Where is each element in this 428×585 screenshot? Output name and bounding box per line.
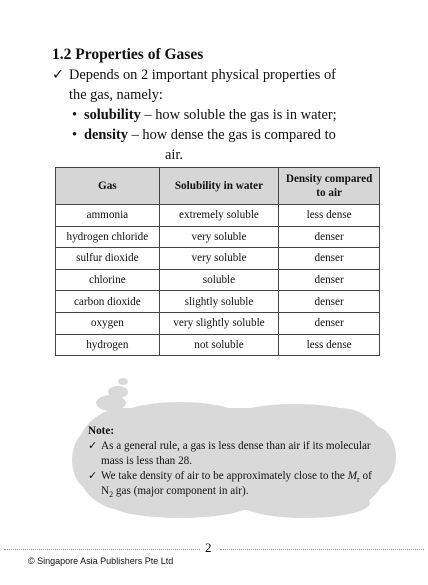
note-item-2-text-b: of N bbox=[101, 470, 372, 497]
copyright-notice: © Singapore Asia Publishers Pte Ltd bbox=[28, 556, 174, 566]
cell-gas: hydrogen chloride bbox=[56, 226, 160, 248]
check-icon: ✓ bbox=[88, 470, 98, 482]
cell-density: denser bbox=[279, 291, 380, 313]
cell-solubility: not soluble bbox=[159, 334, 279, 356]
table-row bbox=[56, 312, 380, 334]
note-item-2 bbox=[88, 469, 378, 499]
cell-gas: chlorine bbox=[56, 269, 160, 291]
header-density: Density compared to air bbox=[279, 168, 380, 205]
bullet-term: solubility bbox=[84, 107, 141, 123]
cell-solubility: extremely soluble bbox=[159, 205, 279, 227]
cell-solubility: very soluble bbox=[159, 248, 279, 270]
bullet-rest: – how dense the gas is compared to bbox=[127, 127, 336, 143]
cell-gas: hydrogen bbox=[56, 334, 160, 356]
cell-solubility: soluble bbox=[159, 269, 279, 291]
table-row bbox=[56, 205, 380, 227]
table-row bbox=[56, 269, 380, 291]
bullet-rest: – how soluble the gas is in water; bbox=[140, 107, 337, 123]
cell-density: less dense bbox=[279, 334, 380, 356]
note-item-1 bbox=[88, 439, 378, 469]
cell-solubility: very slightly soluble bbox=[159, 312, 279, 334]
check-icon: ✓ bbox=[88, 440, 98, 452]
bullet-icon: • bbox=[72, 127, 78, 143]
table-row bbox=[56, 334, 380, 356]
footer-rule-right bbox=[220, 549, 424, 550]
bullet-solubility bbox=[52, 105, 392, 125]
intro-text bbox=[52, 65, 392, 165]
intro-line2: the gas, namely: bbox=[69, 87, 163, 103]
table-row bbox=[56, 226, 380, 248]
header-gas: Gas bbox=[56, 168, 160, 205]
bullet-icon: • bbox=[72, 107, 78, 123]
note-item-2-symbol: M bbox=[347, 470, 358, 482]
footer-rule-left bbox=[4, 549, 200, 550]
cell-gas: oxygen bbox=[56, 312, 160, 334]
note-item-1-text: As a general rule, a gas is less dense than air if its molecular mass is less than 28. bbox=[101, 440, 371, 467]
table-row bbox=[56, 248, 380, 270]
cell-solubility: very soluble bbox=[159, 226, 279, 248]
intro-line bbox=[52, 65, 392, 85]
note-item-2-text-c: gas (major component in air). bbox=[113, 485, 249, 497]
cell-density: denser bbox=[279, 269, 380, 291]
gas-properties-table bbox=[55, 167, 380, 356]
cell-gas: carbon dioxide bbox=[56, 291, 160, 313]
table-header-row bbox=[56, 168, 380, 205]
section-heading: 1.2 Properties of Gases bbox=[52, 46, 204, 63]
note-item-2-subscript-r: r bbox=[357, 475, 360, 484]
cell-gas: ammonia bbox=[56, 205, 160, 227]
page-number: 2 bbox=[205, 540, 212, 555]
check-icon: ✓ bbox=[52, 67, 65, 83]
bullet-term: density bbox=[84, 127, 128, 143]
header-solubility: Solubility in water bbox=[159, 168, 279, 205]
bullet-wrap: air. bbox=[165, 147, 183, 163]
bullet-density bbox=[52, 125, 392, 165]
cell-solubility: slightly soluble bbox=[159, 291, 279, 313]
cell-density: denser bbox=[279, 312, 380, 334]
cell-gas: sulfur dioxide bbox=[56, 248, 160, 270]
note-box bbox=[88, 424, 378, 499]
note-item-2-text-a: We take density of air to be approximately close to the bbox=[101, 470, 348, 482]
note-item-2-subscript-2: 2 bbox=[109, 490, 114, 499]
cell-density: denser bbox=[279, 248, 380, 270]
intro-line1: Depends on 2 important physical properties of bbox=[69, 67, 336, 83]
thought-bubble-small bbox=[118, 378, 128, 385]
note-title: Note: bbox=[88, 425, 115, 437]
cell-density: less dense bbox=[279, 205, 380, 227]
cell-density: denser bbox=[279, 226, 380, 248]
table-row bbox=[56, 291, 380, 313]
